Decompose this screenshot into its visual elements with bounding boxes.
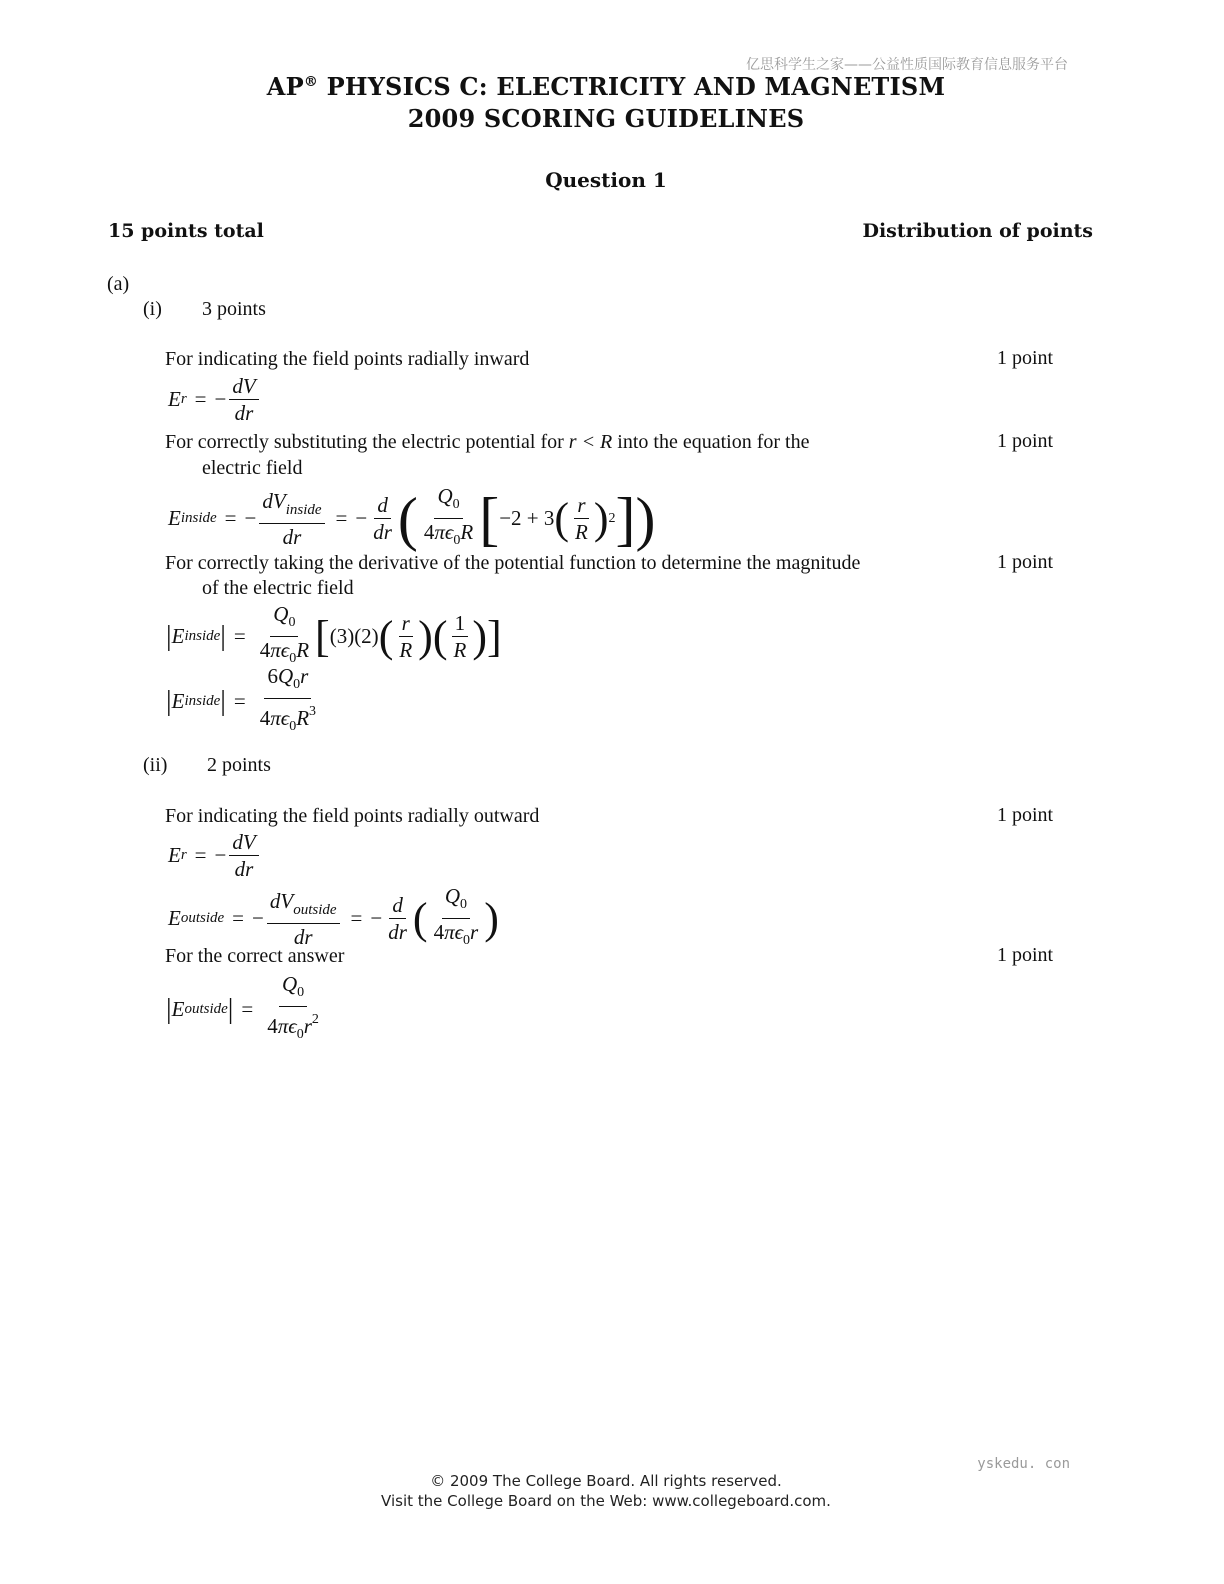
registered-mark: ® <box>303 74 319 90</box>
equation-e-inside-result: | E inside | = $\frac{6Q_0r}{4\pi\epsilon_0R^3}$ <box>166 664 317 734</box>
equation-e-outside-result: | E outside | = $\frac{Q_0}{4\pi\epsilon_0r^2}$ <box>166 972 319 1042</box>
criterion-a-i-1: For indicating the field points radially inward <box>165 348 530 370</box>
question-heading: Question 1 <box>545 168 667 192</box>
part-a-ii-label: (ii) <box>143 754 168 776</box>
criterion-a-i-3: For correctly taking the derivative of the potential function to determine the magnitude <box>165 552 861 574</box>
criterion-a-i-1-points: 1 point <box>997 347 1054 369</box>
part-a-label: (a) <box>107 273 130 295</box>
page-subtitle: 2009 SCORING GUIDELINES <box>407 104 805 133</box>
footer-copyright: © 2009 The College Board. All rights reserved. <box>430 1472 782 1490</box>
equation-er-inward: E r = − $\frac{dV}{dr}$ <box>168 374 262 425</box>
criterion-a-ii-1-points: 1 point <box>997 804 1054 826</box>
part-a-i-points: 3 points <box>202 298 266 320</box>
equation-e-inside-magnitude: | E inside | = $\frac{Q_0}{4\pi\epsilon_0R}$ [ (3)(2) ( $\frac{r}{R}$ ) ( $\frac{1}{R}$ ) ] <box>166 602 502 666</box>
watermark-top: 亿思科学生之家——公益性质国际教育信息服务平台 <box>746 57 1068 73</box>
criterion-a-i-2: For correctly substituting the electric potential for r < R into the equation for the <box>165 431 810 453</box>
equation-e-outside-derivative: E outside = − $\frac{dV_{outside}}{dr}$ = − $\frac{d}{dr}$ ( $\frac{Q_0}{4\pi\epsilon_0r}$ ) <box>168 884 499 949</box>
criterion-a-ii-1: For indicating the field points radially outward <box>165 805 540 827</box>
equation-er-outward: E r = − $\frac{dV}{dr}$ <box>168 830 262 881</box>
criterion-a-i-2-line2: electric field <box>202 457 303 479</box>
title-line1-post: PHYSICS C: ELECTRICITY AND MAGNETISM <box>318 72 946 101</box>
criterion-a-i-3-points: 1 point <box>997 551 1054 573</box>
points-total-heading: 15 points total <box>108 220 264 242</box>
criterion-a-ii-2-points: 1 point <box>997 944 1054 966</box>
criterion-a-ii-2: For the correct answer <box>165 945 345 967</box>
criterion-a-i-3-line2: of the electric field <box>202 577 354 599</box>
part-a-ii-points: 2 points <box>207 754 271 776</box>
page-title <box>0 72 1212 101</box>
equation-e-inside-derivative: E inside = − $\frac{dV_{inside}}{dr}$ = − $\frac{d}{dr}$ ( $\frac{Q_0}{4\pi\epsilon_0R}$ [ −2 + 3 ( $\frac{r}{R}$ ) 2 ] ) <box>168 484 656 552</box>
distribution-heading: Distribution of points <box>862 220 1093 242</box>
title-line1-pre: AP <box>266 72 304 101</box>
watermark-bottom: yskedu. con <box>977 1456 1070 1472</box>
criterion-a-i-2-points: 1 point <box>997 430 1054 452</box>
footer-website: Visit the College Board on the Web: www.collegeboard.com. <box>381 1492 831 1510</box>
part-a-i-label: (i) <box>143 298 162 320</box>
